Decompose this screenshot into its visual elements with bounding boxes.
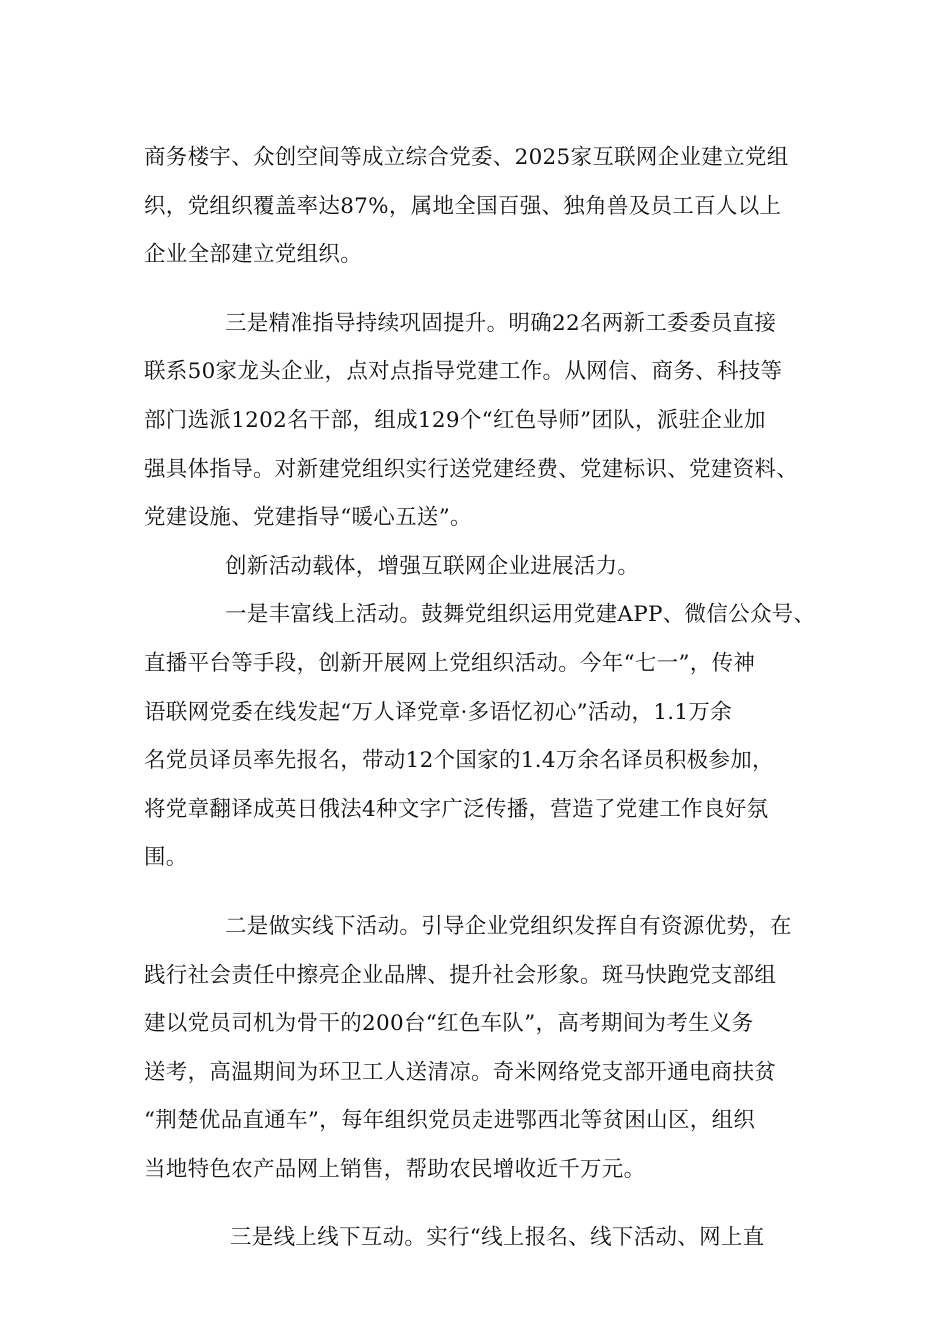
paragraph-line: 将党章翻译成英日俄法4种文字广泛传播，营造了党建工作良好氛	[144, 796, 769, 822]
paragraph-line: 三是精准指导持续巩固提升。明确22名两新工委委员直接	[225, 310, 777, 336]
document-body	[144, 134, 824, 1263]
paragraph-line: 强具体指导。对新建党组织实行送党建经费、党建标识、党建资料、	[144, 456, 799, 482]
paragraph-line: 二是做实线下活动。引导企业党组织发挥自有资源优势，在	[225, 913, 792, 939]
paragraph-line: “荆楚优品直通车”，每年组织党员走进鄂西北等贫困山区，组织	[144, 1108, 756, 1134]
paragraph-line: 织，党组织覆盖率达87%，属地全国百强、独角兽及员工百人以上	[144, 193, 782, 219]
paragraph-line: 当地特色农产品网上销售，帮助农民增收近千万元。	[144, 1156, 646, 1182]
paragraph-line: 三是线上线下互动。实行“线上报名、线下活动、网上直	[230, 1225, 765, 1251]
paragraph-line: 联系50家龙头企业，点对点指导党建工作。从网信、商务、科技等	[144, 359, 783, 385]
paragraph-line: 名党员译员率先报名，带动12个国家的1.4万余名译员积极参加，	[144, 748, 774, 774]
paragraph-line: 直播平台等手段，创新开展网上党组织活动。今年“七一”，传神	[144, 650, 756, 676]
paragraph-line: 送考，高温期间为环卫工人送清凉。奇米网络党支部开通电商扶贫	[144, 1059, 777, 1085]
paragraph-line: 践行社会责任中擦亮企业品牌、提升社会形象。斑马快跑党支部组	[144, 962, 777, 988]
paragraph-line: 一是丰富线上活动。鼓舞党组织运用党建APP、微信公众号、	[225, 602, 816, 628]
section-heading: 创新活动载体，增强互联网企业进展活力。	[225, 553, 640, 579]
paragraph-line: 企业全部建立党组织。	[144, 242, 363, 268]
paragraph-line: 党建设施、党建指导“暖心五送”。	[144, 505, 472, 531]
paragraph-line: 商务楼宇、众创空间等成立综合党委、2025家互联网企业建立党组	[144, 145, 789, 170]
paragraph-line: 建以党员司机为骨干的200台“红色车队”，高考期间为考生义务	[144, 1011, 754, 1037]
paragraph-line: 部门选派1202名干部，组成129个“红色导师”团队，派驻企业加	[144, 407, 766, 433]
paragraph-line: 语联网党委在线发起“万人译党章·多语忆初心”活动，1.1万余	[144, 699, 733, 725]
paragraph-line: 围。	[144, 845, 188, 871]
